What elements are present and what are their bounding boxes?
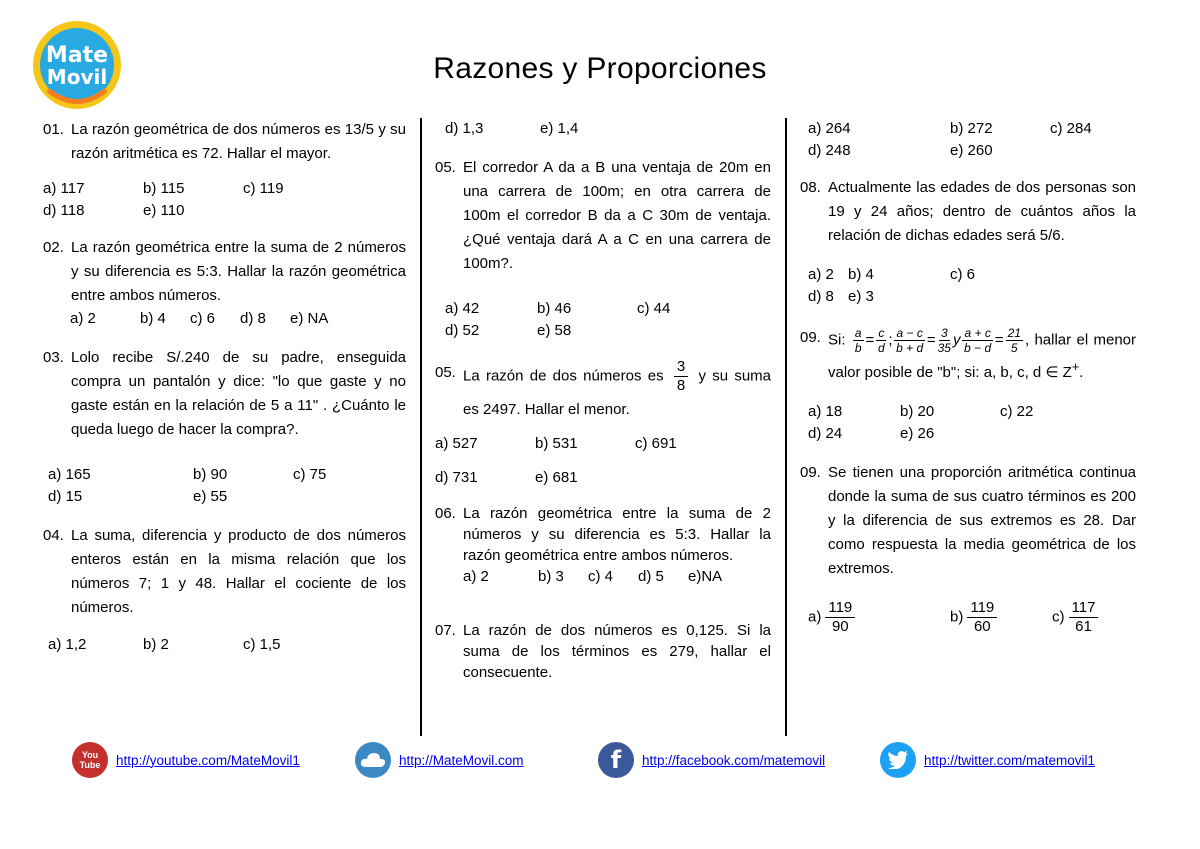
option: e) 681 (535, 469, 578, 486)
web-link[interactable]: http://MateMovil.com (399, 752, 524, 768)
youtube-link[interactable]: http://youtube.com/MateMovil1 (116, 752, 300, 768)
fraction-denominator: 61 (1075, 618, 1092, 635)
question-number: 05. (435, 159, 456, 176)
option: a) 2 (70, 310, 96, 327)
fraction-numerator: 117 (1069, 599, 1099, 618)
answer-options (808, 264, 1136, 308)
question-text-part: Si: (828, 331, 846, 349)
fraction (938, 326, 951, 355)
option: c) 22 (1000, 403, 1034, 420)
fraction-numerator: 3 (674, 358, 688, 377)
option-label: c) (1052, 608, 1065, 626)
column-3 (800, 118, 1136, 636)
option: d) 5 (638, 568, 664, 585)
option: c) 4 (588, 568, 614, 585)
question-number: 08. (800, 179, 821, 196)
option: d) 248 (808, 142, 851, 159)
question-09b (800, 461, 1136, 581)
page-title: Razones y Proporciones (433, 52, 767, 85)
fraction-numerator: a + c (964, 326, 991, 340)
option: d) 8 (808, 288, 834, 305)
answer-options (43, 178, 406, 222)
fraction-denominator: 5 (1010, 341, 1018, 355)
option: a) 264 (808, 120, 851, 137)
question-number: 04. (43, 527, 64, 544)
option: a) 527 (435, 435, 478, 452)
option: a) 42 (445, 300, 480, 317)
question-number: 09. (800, 329, 821, 346)
fraction-numerator: 21 (1007, 326, 1021, 340)
fraction-numerator: a − c (896, 326, 923, 340)
answer-options (808, 118, 1136, 162)
option: c) 691 (635, 435, 677, 452)
fraction (894, 326, 924, 355)
question-number: 05. (435, 364, 456, 381)
question-text: La razón geométrica entre la suma de 2 números y su diferencia es 5:3. Hallar la razón geométrica entre ambos números. (463, 505, 771, 564)
question-number: 09. (800, 464, 821, 481)
option: e) 3 (848, 288, 874, 305)
question-text-part: y su suma es 2497. Hallar el menor. (463, 367, 771, 418)
column-divider (420, 118, 422, 736)
fraction-numerator: c (878, 326, 885, 340)
fraction-numerator: 3 (940, 326, 948, 340)
option: b) 115 (143, 180, 185, 197)
fraction-denominator: 35 (937, 341, 951, 355)
column-2 (435, 118, 771, 683)
facebook-link-item[interactable] (598, 742, 825, 778)
question-05 (435, 156, 771, 276)
answer-options (445, 298, 771, 342)
option: c) 284 (1050, 120, 1092, 137)
option: d) 731 (435, 469, 478, 486)
question-text: La suma, diferencia y producto de dos números enteros están en la misma relación que los números 7; 1 y 48. Hallar el cociente de los números. (71, 527, 406, 616)
fraction (1006, 326, 1023, 355)
question-06 (435, 503, 771, 566)
option: b) 46 (537, 300, 572, 317)
question-text: Lolo recibe S/.240 de su padre, enseguida compra un pantalón y dice: "lo que gaste y no gaste están en la relación de 5 a 11" . ¿Cuánto le queda luego de hacer la compra?. (71, 349, 406, 438)
fraction-denominator: 8 (676, 377, 686, 394)
fraction (967, 599, 997, 636)
fraction-denominator: d (877, 341, 885, 355)
question-text: Actualmente las edades de dos personas son 19 y 24 años; dentro de cuántos años la relación de dichas edades será 5/6. (828, 179, 1136, 244)
option: b) 90 (193, 466, 228, 483)
facebook-link[interactable]: http://facebook.com/matemovil (642, 752, 826, 768)
option: c) 75 (293, 466, 327, 483)
column-1 (43, 118, 406, 656)
facebook-icon: f (598, 742, 634, 778)
question-02 (43, 236, 406, 308)
option: c) 6 (190, 310, 216, 327)
youtube-link-item[interactable] (72, 742, 300, 778)
question-05b (435, 358, 771, 425)
question-text: Si: $\frac{a}{b}$ = $\frac{c}{d}$ ; $\frac{a - c}{b + d}$ = $\frac{3}{35}$ y $\frac{a + c}{b - d}$ = $\frac{21}{5}$ , hallar el menor valor posible de "b"; si: a, b, c, d ∈ Z+. (828, 326, 1136, 381)
twitter-link[interactable]: http://twitter.com/matemovil1 (924, 752, 1096, 768)
option-label: a) (808, 608, 822, 626)
option: e)NA (688, 568, 723, 585)
option: a) 2 (463, 568, 489, 585)
question-04 (43, 524, 406, 620)
option: e) 26 (900, 425, 935, 442)
question-text: Se tienen una proporción aritmética continua donde la suma de sus cuatro términos es 200 y la diferencia de sus extremos es 28. Dar como respuesta la media geométrica de los extremos. (828, 464, 1136, 577)
option: b) 4 (848, 266, 874, 283)
question-08 (800, 176, 1136, 248)
question-text: El corredor A da a B una ventaja de 20m en una carrera de 100m; en otra carrera de 100m el corredor B da a C 30m de ventaja. ¿Qué ventaja dará A a C en una carrera de 100m?. (463, 159, 771, 272)
logo-text-line2: Movil (46, 65, 108, 89)
answer-options (808, 401, 1136, 445)
option (808, 599, 950, 636)
question-number: 07. (435, 622, 456, 639)
twitter-bird-icon (880, 742, 916, 778)
fraction-denominator: 90 (831, 618, 849, 635)
option: e) 260 (950, 142, 993, 159)
option-label: b) (950, 608, 964, 626)
column-divider (785, 118, 787, 736)
option (1052, 599, 1152, 636)
option: b) 4 (140, 310, 166, 327)
question-text: La razón geométrica de dos números es 13/5 y su razón aritmética es 72. Hallar el mayor. (71, 121, 406, 162)
question-text (463, 358, 771, 425)
answer-options (435, 433, 771, 489)
question-03 (43, 346, 406, 442)
answer-options (48, 464, 406, 508)
question-07 (435, 620, 771, 683)
fraction-numerator: a (854, 326, 862, 340)
option: b) 20 (900, 403, 935, 420)
question-number: 03. (43, 349, 64, 366)
answer-options (463, 566, 771, 588)
web-link-item[interactable] (355, 742, 524, 778)
question-text-part: La razón de dos números es (463, 367, 664, 385)
question-number: 06. (435, 505, 456, 522)
footer (0, 742, 1200, 778)
fraction-denominator: b (854, 341, 862, 355)
option: d) 118 (43, 202, 85, 219)
option: b) 272 (950, 120, 993, 137)
option: a) 1,2 (48, 636, 87, 653)
fraction-denominator: b − d (964, 341, 992, 355)
option: b) 2 (143, 636, 169, 653)
option: a) 117 (43, 180, 85, 197)
twitter-link-item[interactable] (880, 742, 1095, 778)
question-number: 02. (43, 239, 64, 256)
fraction-denominator: 60 (973, 618, 991, 635)
youtube-icon: You Tube (72, 742, 108, 778)
question-text: La razón geométrica entre la suma de 2 números y su diferencia es 5:3. Hallar la razón geométrica entre ambos números. (71, 239, 406, 304)
option: e) 1,4 (540, 120, 579, 137)
option: d) 52 (445, 322, 480, 339)
cloud-icon (355, 742, 391, 778)
fraction-numerator: 119 (825, 599, 855, 618)
option: d) 1,3 (445, 120, 484, 137)
answer-options (70, 308, 406, 330)
option: c) 44 (637, 300, 671, 317)
question-01 (43, 118, 406, 166)
option: b) 3 (538, 568, 564, 585)
fraction (1069, 599, 1099, 636)
option: a) 18 (808, 403, 843, 420)
fraction (674, 358, 688, 395)
option: e) 110 (143, 202, 185, 219)
option: a) 165 (48, 466, 91, 483)
fraction (853, 326, 864, 355)
question-09a (800, 326, 1136, 385)
fraction (825, 599, 855, 636)
answer-options (48, 634, 406, 656)
option: d) 24 (808, 425, 843, 442)
option (950, 599, 1052, 636)
option: b) 531 (535, 435, 578, 452)
question-text-part: y (952, 331, 961, 349)
fraction-numerator: 119 (967, 599, 997, 618)
option: e) NA (290, 310, 329, 327)
superscript: + (1071, 360, 1080, 374)
logo-text-line1: Mate (45, 43, 109, 68)
answer-options (808, 599, 1136, 636)
option: d) 15 (48, 488, 83, 505)
fraction (876, 326, 886, 355)
question-number: 01. (43, 121, 64, 138)
option: c) 6 (950, 266, 976, 283)
option: c) 119 (243, 180, 284, 197)
question-text-part: , hallar el menor valor posible de "b"; si: a, b, c, d ∈ Z (828, 331, 1136, 381)
answer-options (445, 118, 771, 140)
question-text: La razón de dos números es 0,125. Si la suma de los términos es 279, hallar el consecuente. (463, 622, 771, 681)
fraction-denominator: b + d (896, 341, 924, 355)
option: d) 8 (240, 310, 266, 327)
fraction (962, 326, 992, 355)
option: c) 1,5 (243, 636, 281, 653)
option: e) 55 (193, 488, 228, 505)
option: e) 58 (537, 322, 572, 339)
option: a) 2 (808, 266, 834, 283)
